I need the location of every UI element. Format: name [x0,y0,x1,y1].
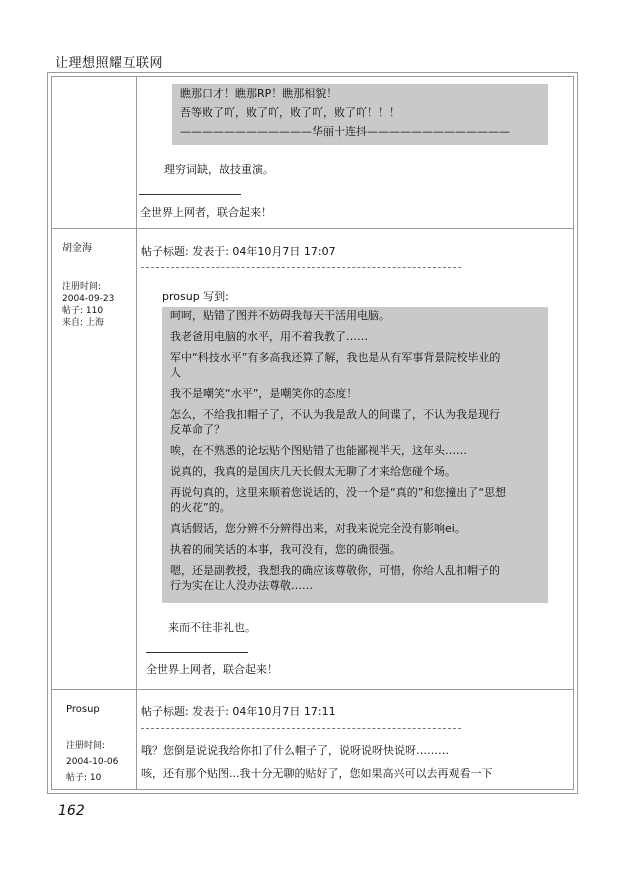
quote-line: 我不是嘲笑“水平”，是嘲笑你的态度！ [170,387,358,400]
quote-line: ————————————华丽十连抖————————————— [180,125,510,138]
reg-label: 注册时间: [62,282,102,292]
user-info [62,243,114,329]
header-separator [141,267,461,268]
quote-line: 的火花”的。 [170,501,231,514]
post-body: 理穷词缺，故技重演。 [164,163,274,176]
quote-line: 嗯，还是副教授，我想我的确应该尊敬你，可惜，你给人乱扣帽子的 [170,564,500,577]
quote-line: 反革命了？ [170,423,225,436]
username[interactable]: Prosup [66,704,100,715]
post-body-line: 哦？您倒是说说我给你扣了什么帽子了，说呀说呀快说呀……… [141,744,449,757]
header-separator [141,728,461,729]
post-body-line: 咳，还有那个贴图...我十分无聊的贴好了，您如果高兴可以去再观看一下 [141,767,493,780]
quote-line: 再说句真的，这里来顺着您说话的，没一个是“真的”和您撞出了“思想 [170,486,507,499]
thread-table [51,76,574,790]
running-header: 让理想照耀互联网 [55,56,164,71]
post-count: 帖子: 110 [62,306,104,316]
post-header: 帖子标题: 发表于: 04年10月7日 17:11 [141,705,336,718]
quote-line: 怎么，不给我扣帽子了，不认为我是敌人的间谍了，不认为我是现行 [170,408,500,421]
post-header: 帖子标题: 发表于: 04年10月7日 17:07 [141,245,336,258]
post-count: 帖子: 10 [66,773,102,783]
signature-separator [146,652,248,653]
quote-line: 真话假话，您分辨不分辨得出来，对我来说完全没有影响ei。 [170,522,466,535]
quote-line: 执着的闹笑话的本事，我可没有，您的确很强。 [170,543,401,556]
quote-box [172,84,548,145]
reg-date: 2004-10-06 [66,757,119,767]
quote-line: 人 [170,366,181,379]
signature: 全世界上网者，联合起来！ [140,206,272,219]
quote-line: 说真的，我真的是国庆几天长假太无聊了才来给您碰个场。 [170,465,456,478]
quote-line: 行为实在让人没办法尊敬…… [170,579,313,592]
row-divider [52,228,573,229]
quote-author: prosup 写到: [162,290,229,303]
quote-line: 军中“科技水平”有多高我还算了解，我也是从有军事背景院校毕业的 [170,351,501,364]
quote-line: 瞧那口才！瞧那RP！瞧那相貌！ [180,87,338,100]
quote-line: 唉，在不熟悉的论坛贴个图贴错了也能鄙视半天，这年头…… [170,444,467,457]
signature: 全世界上网者，联合起来！ [146,663,278,676]
row-divider [52,689,573,690]
user-info [66,704,118,784]
quote-box [162,307,548,603]
reg-label: 注册时间: [66,741,106,751]
quote-line: 吾等败了吖，败了吖，败了吖，败了吖！！！ [180,106,400,119]
page-number: 162 [58,803,85,819]
quote-line: 呵呵，贴错了图并不妨碍我每天干活用电脑。 [170,309,390,322]
signature-separator [139,194,241,195]
post-body: 来而不往非礼也。 [168,621,256,634]
quote-line: 我老爸用电脑的水平，用不着我教了…… [170,330,368,343]
user-location: 来自: 上海 [62,318,104,328]
reg-date: 2004-09-23 [62,294,115,304]
forum-thread-frame [47,72,578,794]
column-divider [136,77,137,789]
username[interactable]: 胡金海 [62,243,92,254]
